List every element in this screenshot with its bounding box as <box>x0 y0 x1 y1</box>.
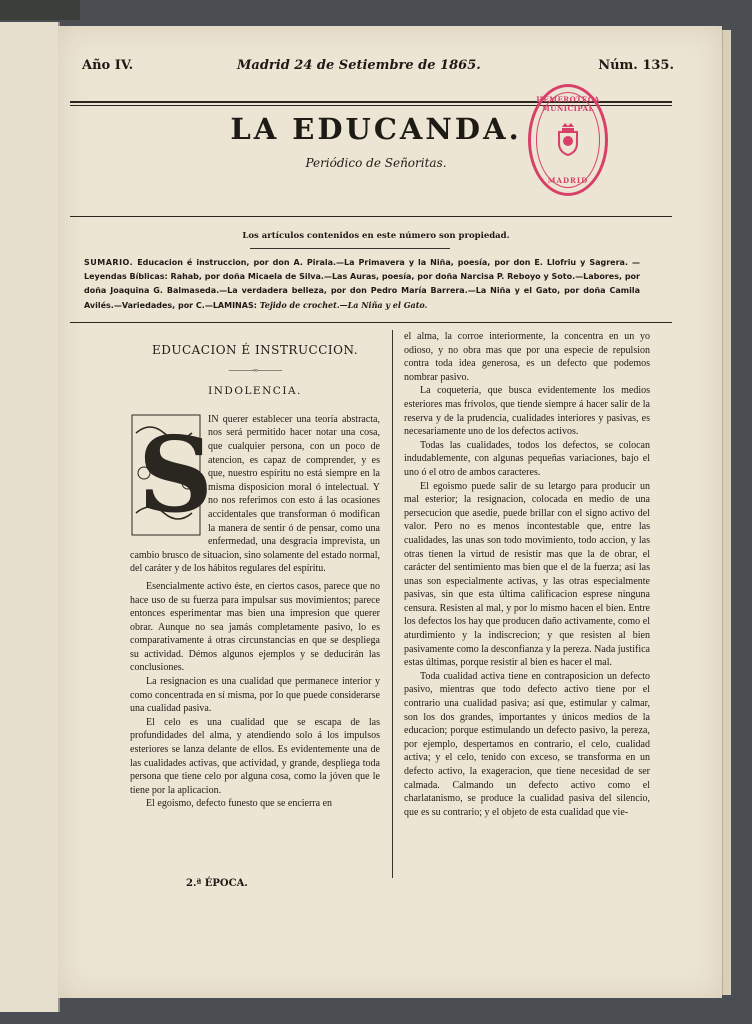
article-body-left <box>130 413 380 811</box>
issue-number: Núm. 135. <box>598 58 674 73</box>
paragraph: el alma, la corroe interiormente, la concentra en un yo odioso, y no obra mas que por una especie de repulsion contra toda idea generosa, es un defecto que podemos nombrar pasivo. <box>404 331 650 383</box>
stamp-bottom-text: MADRID <box>547 176 589 185</box>
issue-year: Año IV. <box>82 58 134 73</box>
dropcap-ornament <box>130 412 214 537</box>
summary-text: Educacion é instruccion, por don A. Pirala.—La Primavera y la Niña, poesía, por don E. Llofriu y Sagrera. —Leyendas Bíblicas: Rahab, por doña Micaela de Silva.—Las Auras, poesía, por doña Narcisa P. Reboyo y Soto.—Labores, por doña Joaquina G. Balmaseda.—La verdadera belleza, por don Pedro María Barrera.—La Niña y el Gato, por doña Camila Avilés.—Variedades, por C.—LAMINAS: <box>84 258 640 310</box>
newspaper-title: LA EDUCANDA. <box>230 112 522 146</box>
stamp-top-text: HEMEROTECA MUNICIPAL <box>536 95 600 113</box>
article-subheading: INDOLENCIA. <box>208 385 302 398</box>
issue-date: Madrid 24 de Setiembre de 1865. <box>237 58 481 73</box>
page-edge <box>722 30 731 995</box>
summary-lead: SUMARIO. <box>84 258 134 267</box>
article-column-right <box>404 330 650 819</box>
binding-scrap <box>0 0 80 20</box>
paragraph: Todas las cualidades, todos los defectos, se colocan indudablemente, con algunas pequeñas variaciones, bajo el uno ó el otro de ambos caracteres. <box>404 439 650 478</box>
paragraph: El egoismo, defecto funesto que se encierra en <box>146 798 333 810</box>
library-stamp <box>528 84 608 196</box>
newspaper-subtitle: Periódico de Señoritas. <box>305 156 447 170</box>
masthead-row <box>70 58 674 78</box>
title-rule <box>70 216 672 217</box>
paragraph: El celo es una cualidad que se escapa de las profundidades del alma, y atendiendo solo á los impulsos esteriores se lanza delante de ellos. Es evidentemente una de las cualidades activas, que actividad, y grande, despliega toda persona que tiene celo por alguna cosa, como la jóven que le tiene por la aplicacion. <box>130 716 380 796</box>
article-column-left <box>130 330 380 811</box>
column-divider <box>392 330 393 878</box>
notice-rule <box>250 248 450 249</box>
paragraph: Esencialmente activo éste, en ciertos casos, parece que no hace uso de su fuerza para impulsar sus movimientos; parece entonces esperimentar mas bien una impresion que querer obrar. Aunque no sea jamás completamente pasivo, lo es comparativamente á otras circunstancias en que se despliega su actividad. Démos algunos ejemplos y se deducirán las conclusiones. <box>130 580 380 674</box>
article-heading: EDUCACION É INSTRUCCION. <box>151 343 359 357</box>
dropcap-letter: S <box>138 412 214 536</box>
summary-laminas: Tejido de crochet.—La Niña y el Gato. <box>259 300 428 310</box>
epoch-footer: 2.ª ÉPOCA. <box>186 878 248 889</box>
ornament-divider: ———◦◦——— <box>228 364 282 375</box>
paragraph: La coquetería, que busca evidentemente los medios esteriores mas frívolos, que tiende siempre á hacer salir de la reserva y de la prudencia, cualidades interiores y pasivas, es necesariamente uno de los defectos activos. <box>404 385 650 438</box>
crest-icon <box>553 121 583 161</box>
paragraph: La resignacion es una cualidad que permanece interior y como concentrada en sí misma, por lo que puede considerarse una cualidad pasiva. <box>130 676 380 715</box>
paragraph: El egoismo puede salir de su letargo para producir un mal esterior; la resignacion, colocada en medio de una persecucion que asedie, puede brillar con el signo activo del valor. Pero no es menos incontestable que, entre las cualidades, las unas son todo movimiento, todo accion, y las otras tienen la virtud de resistir mas que la de obrar, el carácter del sentimiento mas bien que el de la fuerza; así las unas son especialmente activas, y las otras especialmente pasivas, sin que esta última calificacion esprese ninguna censura. Resisten al mal, y por lo mismo hacen el bien. Entre los defectos los hay que producen daño activamente, como el aturdimiento y la indiscrecion; y que resisten al bien pasivamente como la desconfianza y la pereza. Nada justifica estas últimas, porque resistir al bien es hacer el mal. <box>404 480 650 669</box>
left-page-edge <box>0 22 60 1012</box>
copyright-notice: Los artículos contenidos en este número son propiedad. <box>242 231 510 241</box>
summary-block <box>84 256 640 313</box>
paragraph: IN querer establecer una teoría abstracta, nos será permitido hacer notar una cosa, que cualquier persona, con un poco de atencion, es capaz de comprender, y es que, nuestro espíritu no está siempre en la misma disposicion moral ó intelectual. Y no nos referimos con esto á las ocasiones accidentales que transforman ó modifican la manera de sentir ó de pensar, como una enfermedad, una desgracia imprevista, un cambio brusco de situacion, sino solamente del estado normal, del caráter y de los hábitos regulares del espíritu. <box>130 413 380 575</box>
paragraph: Toda cualidad activa tiene en contraposicion un defecto pasivo, mientras que todo defecto activo tiene por el contrario una cualidad pasiva; así que, estimular y calmar, son los dos grandes, importantes y únicos medios de la educacion; porque estimulando un defecto pasivo, la pereza, por ejemplo, despertamos en contrario, el celo, cualidad activa; y el celo, tenido con exceso, se transforma en un defecto activo, la exageracion, que tiene necesidad de ser calmada. Calmando un defecto activo como el charlatanismo, se produce la cualidad pasiva del silencio, que es su contrario; y el objeto de esta cualidad que vie- <box>404 670 650 818</box>
summary-rule <box>70 322 672 323</box>
